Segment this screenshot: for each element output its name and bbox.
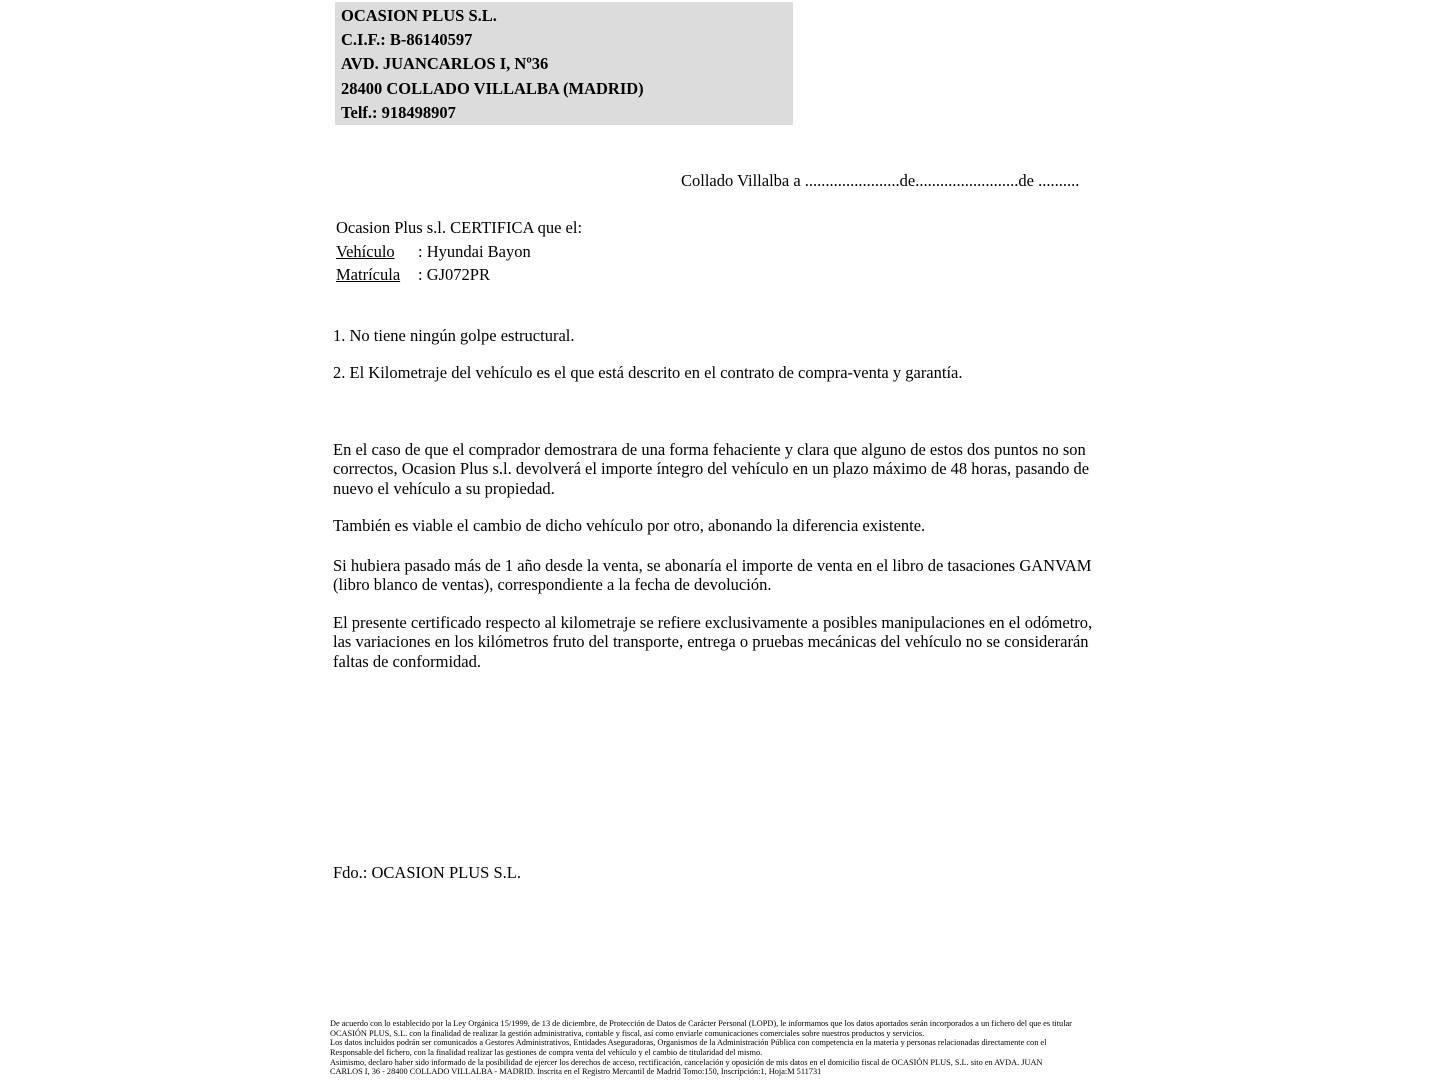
paragraph-ganvam: Si hubiera pasado más de 1 año desde la venta, se abonaría el importe de venta en el libro de tasaciones GANVAM (libro blanco de ventas), correspondiente a la fecha de devolución. <box>333 556 1092 595</box>
company-phone: Telf.: 918498907 <box>341 102 456 122</box>
company-name: OCASION PLUS S.L. <box>341 6 497 25</box>
certifica-intro: Ocasion Plus s.l. CERTIFICA que el: <box>336 218 583 237</box>
company-header-box <box>335 2 793 125</box>
vehicle-label: Vehículo <box>336 241 395 261</box>
condition-item-2: 2. El Kilometraje del vehículo es el que está descrito en el contrato de compra-venta y garantía. <box>333 363 963 382</box>
footer-line: Asimismo, declaro haber sido informado de la posibilidad de ejercer los derechos de acceso, rectificación, cancelación y oposición de mis datos en el domicilio fiscal de OCASIÓN PLUS, S.L. sito en AVDA. JUAN <box>330 1057 1043 1067</box>
vehicle-value: : Hyundai Bayon <box>418 241 531 261</box>
company-city: 28400 COLLADO VILLALBA (MADRID) <box>341 78 644 98</box>
footer-line: De acuerdo con lo establecido por la Ley Orgánica 15/1999, de 13 de diciembre, de Protección de Datos de Carácter Personal (LOPD), le informamos que los datos aportados serán incorporados a un fichero del que es titular <box>330 1019 1072 1028</box>
date-line: Collado Villalba a .......................de.........................de .......... <box>681 171 1080 190</box>
plate-field <box>336 263 582 287</box>
footer-line: OCASIÓN PLUS, S.L. con la finalidad de realizar la gestión administrativa, contable y fiscal, así como enviarle comunicaciones comerciales sobre nuestros productos y servicios. <box>330 1028 925 1038</box>
company-cif: C.I.F.: B-86140597 <box>341 30 473 50</box>
certification-block <box>336 216 582 287</box>
paragraph-exchange: También es viable el cambio de dicho vehículo por otro, abonando la diferencia existente. <box>333 516 926 535</box>
signature-line: Fdo.: OCASION PLUS S.L. <box>333 863 521 882</box>
plate-value: : GJ072PR <box>418 265 490 285</box>
plate-label: Matrícula <box>336 265 401 285</box>
paragraph-return-policy: En el caso de que el comprador demostrara de una forma fehaciente y clara que alguno de estos dos puntos no son correctos, Ocasion Plus s.l. devolverá el importe íntegro del vehículo en un plazo máximo de 48 horas, pasando de nuevo el vehículo a su propiedad. <box>333 440 1090 498</box>
legal-footer <box>330 1019 1120 1077</box>
footer-line: CARLOS I, 36 - 28400 COLLADO VILLALBA - MADRID. Inscrita en el Registro Mercantil de Madrid Tomo:150, Inscripción:1, Hoja:M 511731 <box>330 1067 822 1077</box>
vehicle-field <box>336 240 582 264</box>
condition-item-1: 1. No tiene ningún golpe estructural. <box>333 326 575 345</box>
footer-line: Los datos incluidos podrán ser comunicados a Gestores Administrativos, Entidades Aseguradoras, Organismos de la Administración Pública con competencia en la materia y personas relacionadas directamente con el <box>330 1038 1047 1048</box>
paragraph-odometer: El presente certificado respecto al kilometraje se refiere exclusivamente a posibles manipulaciones en el odómetro, las variaciones en los kilómetros fruto del transporte, entrega o pruebas mecánicas del vehículo no se considerarán faltas de conformidad. <box>333 613 1093 671</box>
company-address: AVD. JUANCARLOS I, Nº36 <box>341 54 549 74</box>
footer-line: Responsable del fichero, con la finalidad realizar las gestiones de compra venta del vehículo y el cambio de titularidad del mismo. <box>330 1047 763 1057</box>
